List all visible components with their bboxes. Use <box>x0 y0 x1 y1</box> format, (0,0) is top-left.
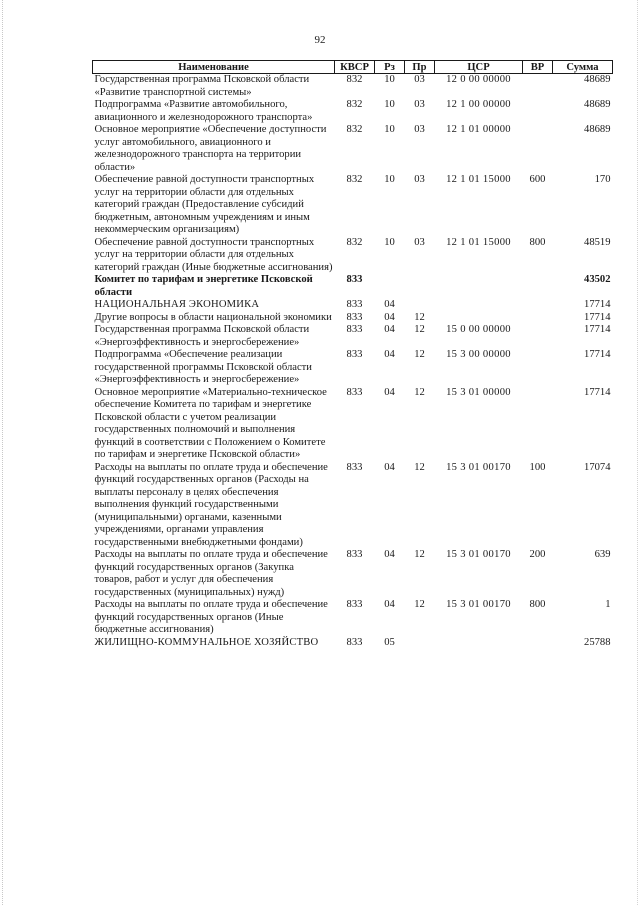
cell-vr: 800 <box>529 599 546 610</box>
cell-kvsr: 832 <box>346 74 363 85</box>
cell-csr <box>435 312 523 325</box>
cell-sum: 17074 <box>584 461 611 473</box>
cell-name: Расходы на выплаты по оплате труда и обеспечение функций государственных органов (Закупка товаров, работ и услуг для обеспечения государственных (муниципальных) нужд) <box>94 549 328 598</box>
cell-vr <box>523 637 553 650</box>
cell-kvsr: 833 <box>346 549 363 560</box>
cell-rz: 10 <box>384 124 395 135</box>
cell-name: Другие вопросы в области национальной экономики <box>94 311 332 323</box>
cell-vr <box>523 124 553 174</box>
cell-rz: 04 <box>384 311 395 323</box>
table-row <box>93 237 613 275</box>
cell-name: ЖИЛИЩНО-КОММУНАЛЬНОЕ ХОЗЯЙСТВО <box>94 636 319 648</box>
table-row <box>93 312 613 325</box>
cell-kvsr: 832 <box>346 99 363 110</box>
cell-name: Подпрограмма «Обеспечение реализации государственной программы Псковской области «Энергоэффективность и энергосбережение» <box>94 349 312 385</box>
cell-rz: 10 <box>384 74 395 85</box>
cell-name: НАЦИОНАЛЬНАЯ ЭКОНОМИКА <box>94 299 260 310</box>
cell-csr: 15 3 01 00170 <box>446 599 511 610</box>
cell-rz: 04 <box>384 299 395 310</box>
cell-rz: 10 <box>384 99 395 110</box>
cell-csr: 12 1 01 00000 <box>446 124 511 135</box>
cell-pr: 12 <box>414 599 425 610</box>
cell-rz: 04 <box>384 599 395 610</box>
cell-sum: 25788 <box>584 636 611 648</box>
column-header-csr: ЦСР <box>435 61 523 74</box>
cell-sum: 48689 <box>584 124 611 135</box>
cell-pr <box>405 637 435 650</box>
cell-vr: 800 <box>529 236 546 248</box>
cell-kvsr: 832 <box>346 236 363 248</box>
cell-kvsr: 833 <box>346 636 363 648</box>
cell-rz: 04 <box>384 324 395 335</box>
table-row <box>93 299 613 312</box>
table-row <box>93 324 613 349</box>
cell-vr <box>523 387 553 462</box>
cell-rz: 04 <box>384 549 395 560</box>
cell-vr <box>523 74 553 100</box>
cell-csr: 12 0 00 00000 <box>446 74 511 85</box>
table-row <box>93 549 613 599</box>
cell-pr <box>405 299 435 312</box>
table-row <box>93 74 613 100</box>
column-header-kvsr: КВСР <box>335 61 375 74</box>
cell-pr: 03 <box>414 236 425 248</box>
cell-pr: 12 <box>414 311 425 323</box>
cell-pr: 12 <box>414 386 425 398</box>
cell-csr: 15 3 01 00170 <box>446 461 511 473</box>
cell-csr <box>435 274 523 299</box>
table-row <box>93 174 613 237</box>
cell-rz <box>375 274 405 299</box>
cell-name: Основное мероприятие «Материально-техническое обеспечение Комитета по тарифам и энергетике Псковской области с учетом реализации государственных полномочий и выполнения функций в соответствии с Положением о Комитете по тарифам и энергетике Псковской области» <box>94 386 327 460</box>
cell-name: Обеспечение равной доступности транспортных услуг на территории области для отдельных категорий граждан (Предоставление субсидий бюджетным, автономным учреждениям и иным некоммерческим организациям) <box>94 174 315 235</box>
table-row <box>93 599 613 637</box>
cell-kvsr: 833 <box>346 599 363 610</box>
table-header-row <box>93 61 613 74</box>
cell-csr: 15 0 00 00000 <box>446 324 511 335</box>
cell-vr <box>523 99 553 124</box>
cell-kvsr: 833 <box>346 274 363 285</box>
cell-kvsr: 833 <box>346 311 363 323</box>
cell-kvsr: 832 <box>346 124 363 135</box>
table-row <box>93 349 613 387</box>
cell-pr: 12 <box>414 461 425 473</box>
cell-vr: 200 <box>529 549 546 560</box>
budget-table <box>92 60 613 649</box>
cell-rz: 04 <box>384 349 395 360</box>
cell-sum: 170 <box>594 174 611 185</box>
cell-vr: 600 <box>529 174 546 185</box>
cell-vr <box>523 274 553 299</box>
cell-name: Государственная программа Псковской области «Энергоэффективность и энергосбережение» <box>94 324 310 348</box>
cell-pr <box>405 274 435 299</box>
cell-sum: 17714 <box>584 324 611 335</box>
cell-sum: 48689 <box>584 74 611 85</box>
cell-pr: 12 <box>414 549 425 560</box>
page-number: 92 <box>314 34 326 46</box>
cell-sum: 17714 <box>584 386 611 398</box>
cell-name: Расходы на выплаты по оплате труда и обеспечение функций государственных органов (Расходы на выплаты персоналу в целях обеспечения выполнения функций государственными (муниципальными) органами, казенными учреждениями, органами управления государственными внебюджетными фондами) <box>94 461 328 548</box>
cell-pr: 12 <box>414 324 425 335</box>
cell-rz: 04 <box>384 386 395 398</box>
table-row <box>93 99 613 124</box>
cell-vr <box>523 324 553 349</box>
table-row <box>93 387 613 462</box>
scan-edge-left <box>2 0 5 905</box>
cell-csr: 15 3 01 00000 <box>446 386 511 398</box>
cell-sum: 48689 <box>584 99 611 110</box>
cell-csr <box>435 637 523 650</box>
table-row <box>93 124 613 174</box>
column-header-pr: Пр <box>405 61 435 74</box>
cell-kvsr: 833 <box>346 349 363 360</box>
cell-rz: 10 <box>384 174 395 185</box>
cell-csr: 15 3 00 00000 <box>446 349 511 360</box>
cell-rz: 05 <box>384 636 395 648</box>
cell-kvsr: 833 <box>346 461 363 473</box>
column-header-vr: ВР <box>523 61 553 74</box>
table-row <box>93 637 613 650</box>
cell-name: Основное мероприятие «Обеспечение доступности услуг автомобильного, авиационного и железнодорожного транспорта на территории области» <box>94 124 327 173</box>
cell-rz: 04 <box>384 461 395 473</box>
column-header-sum: Сумма <box>553 61 613 74</box>
cell-name: Подпрограмма «Развитие автомобильного, авиационного и железнодорожного транспорта» <box>94 99 313 123</box>
cell-name: Государственная программа Псковской области «Развитие транспортной системы» <box>94 74 310 98</box>
cell-csr <box>435 299 523 312</box>
cell-name: Расходы на выплаты по оплате труда и обеспечение функций государственных органов (Иные бюджетные ассигнования) <box>94 599 328 635</box>
column-header-name: Наименование <box>93 61 335 74</box>
cell-sum: 48519 <box>584 236 611 248</box>
cell-rz: 10 <box>384 236 395 248</box>
cell-csr: 12 1 00 00000 <box>446 99 511 110</box>
cell-kvsr: 833 <box>346 386 363 398</box>
cell-sum: 43502 <box>584 274 611 285</box>
cell-vr: 100 <box>529 461 546 473</box>
cell-csr: 12 1 01 15000 <box>446 236 511 248</box>
cell-pr: 12 <box>414 349 425 360</box>
cell-pr: 03 <box>414 174 425 185</box>
cell-sum: 17714 <box>584 311 611 323</box>
cell-name: Комитет по тарифам и энергетике Псковской области <box>94 274 313 298</box>
cell-csr: 15 3 01 00170 <box>446 549 511 560</box>
cell-vr <box>523 312 553 325</box>
cell-kvsr: 832 <box>346 174 363 185</box>
table-row <box>93 274 613 299</box>
cell-kvsr: 833 <box>346 324 363 335</box>
cell-sum: 17714 <box>584 349 611 360</box>
cell-pr: 03 <box>414 99 425 110</box>
scan-edge-right <box>635 0 638 905</box>
cell-vr <box>523 349 553 387</box>
cell-pr: 03 <box>414 74 425 85</box>
column-header-rz: Рз <box>375 61 405 74</box>
cell-name: Обеспечение равной доступности транспортных услуг на территории области для отдельных категорий граждан (Иные бюджетные ассигнования) <box>94 236 333 273</box>
cell-sum: 1 <box>605 599 611 610</box>
cell-sum: 17714 <box>584 299 611 310</box>
cell-pr: 03 <box>414 124 425 135</box>
cell-kvsr: 833 <box>346 299 363 310</box>
cell-csr: 12 1 01 15000 <box>446 174 511 185</box>
table-row <box>93 462 613 550</box>
cell-sum: 639 <box>594 549 611 560</box>
table-body <box>93 74 613 650</box>
cell-vr <box>523 299 553 312</box>
